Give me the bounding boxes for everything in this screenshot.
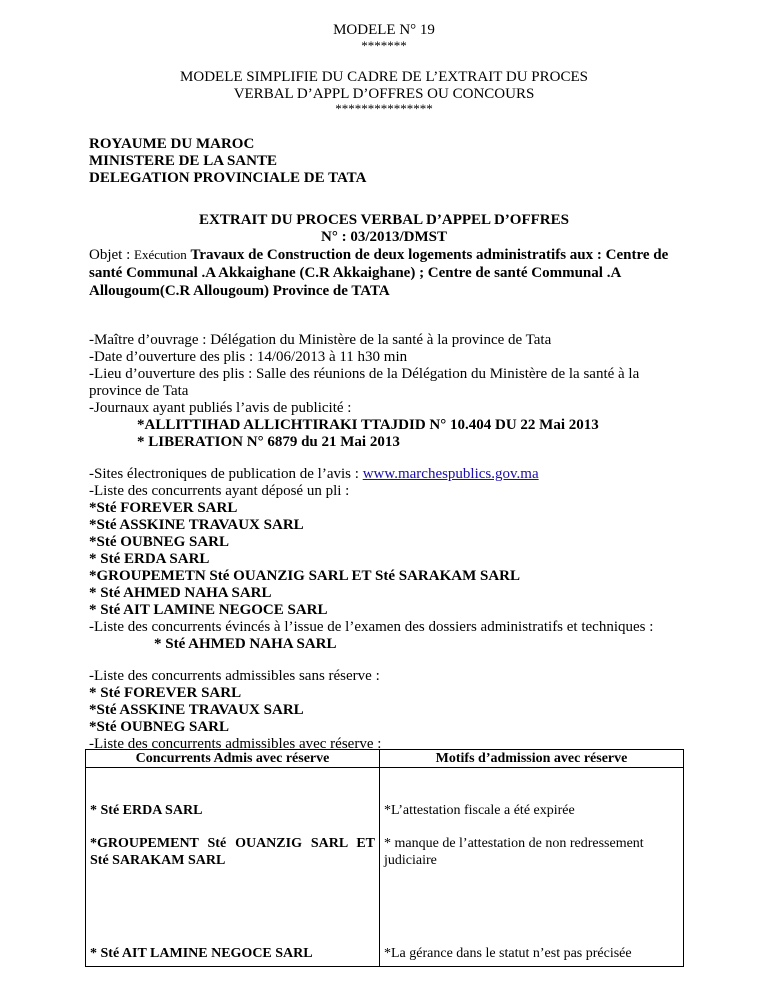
extrait-title: EXTRAIT DU PROCES VERBAL D’APPEL D’OFFRES — [199, 212, 569, 228]
table-header-motifs: Motifs d’admission avec réserve — [380, 750, 684, 768]
evinces-label: -Liste des concurrents évincés à l’issue de l’examen des dossiers administratifs et techniques : — [89, 619, 654, 635]
sans-reserve-item: * Sté FOREVER SARL — [89, 685, 242, 701]
authority-kingdom: ROYAUME DU MAROC — [89, 136, 255, 152]
table-header-concurrents: Concurrents Admis avec réserve — [86, 750, 380, 768]
table-row-motif: *L’attestation fiscale a été expirée — [384, 803, 575, 818]
table-row-name: * Sté ERDA SARL — [90, 803, 203, 818]
lieu-ouverture-line2: province de Tata — [89, 383, 189, 399]
sans-reserve-label: -Liste des concurrents admissibles sans réserve : — [89, 668, 380, 684]
table-cell-names — [86, 768, 380, 967]
depose-item: *Sté ASSKINE TRAVAUX SARL — [89, 517, 304, 533]
modele-number: MODELE N° 19 — [333, 22, 435, 38]
table-cell-motifs — [380, 768, 684, 967]
date-ouverture: -Date d’ouverture des plis : 14/06/2013 à 11 h30 min — [89, 349, 408, 365]
stars-separator: *************** — [335, 101, 433, 116]
depose-item: * Sté AHMED NAHA SARL — [89, 585, 272, 601]
table-row-motif: * manque de l’attestation de non redressement judiciaire — [384, 836, 644, 868]
depose-label: -Liste des concurrents ayant déposé un pli : — [89, 483, 350, 499]
sites-label: -Sites électroniques de publication de l’avis : — [89, 466, 363, 482]
journal-item: * LIBERATION N° 6879 du 21 Mai 2013 — [137, 434, 400, 450]
objet-paragraph — [89, 246, 689, 300]
lieu-ouverture-line1: -Lieu d’ouverture des plis : Salle des réunions de la Délégation du Ministère de la santé à la — [89, 366, 640, 382]
sans-reserve-item: *Sté ASSKINE TRAVAUX SARL — [89, 702, 304, 718]
depose-item: *Sté FOREVER SARL — [89, 500, 238, 516]
sites-link[interactable]: www.marchespublics.gov.ma — [362, 466, 539, 482]
avec-reserve-table — [85, 749, 684, 967]
objet-label: Objet : — [89, 247, 134, 263]
journaux-label: -Journaux ayant publiés l’avis de publicité : — [89, 400, 352, 416]
depose-item: * Sté AIT LAMINE NEGOCE SARL — [89, 602, 328, 618]
stars-separator: ******* — [361, 38, 407, 53]
authority-delegation: DELEGATION PROVINCIALE DE TATA — [89, 170, 367, 186]
objet-exec: Exécution — [134, 247, 187, 262]
evinces-item: * Sté AHMED NAHA SARL — [154, 636, 337, 652]
document-title-line2: VERBAL D’APPL D’OFFRES OU CONCOURS — [233, 86, 535, 102]
table-row-name: * Sté AIT LAMINE NEGOCE SARL — [90, 946, 313, 961]
table-row-name: *GROUPEMENT Sté OUANZIG SARL ET Sté SARAKAM SARL — [90, 836, 375, 868]
avec-reserve-label: -Liste des concurrents admissibles avec réserve : — [89, 736, 382, 752]
sans-reserve-item: *Sté OUBNEG SARL — [89, 719, 230, 735]
depose-item: * Sté ERDA SARL — [89, 551, 210, 567]
table-header-row — [86, 750, 684, 768]
authority-ministry: MINISTERE DE LA SANTE — [89, 153, 277, 169]
depose-item: *Sté OUBNEG SARL — [89, 534, 230, 550]
document-title-line1: MODELE SIMPLIFIE DU CADRE DE L’EXTRAIT DU PROCES — [180, 69, 588, 85]
objet-text: Travaux de Construction de deux logements administratifs aux : Centre de santé Communal .A Akkaighane (C.R Akkaighane) ; Centre de santé Communal .A Allougoum(C.R Allougoum) Province de TATA — [89, 247, 669, 299]
depose-item: *GROUPEMETN Sté OUANZIG SARL ET Sté SARAKAM SARL — [89, 568, 521, 584]
journal-item: *ALLITTIHAD ALLICHTIRAKI TTAJDID N° 10.404 DU 22 Mai 2013 — [137, 417, 599, 433]
table-row-motif: *La gérance dans le statut n’est pas précisée — [384, 946, 632, 961]
table-row — [86, 768, 684, 967]
extrait-number: N° : 03/2013/DMST — [321, 229, 447, 245]
maitre-ouvrage: -Maître d’ouvrage : Délégation du Ministère de la santé à la province de Tata — [89, 332, 552, 348]
sites-line — [89, 466, 539, 483]
